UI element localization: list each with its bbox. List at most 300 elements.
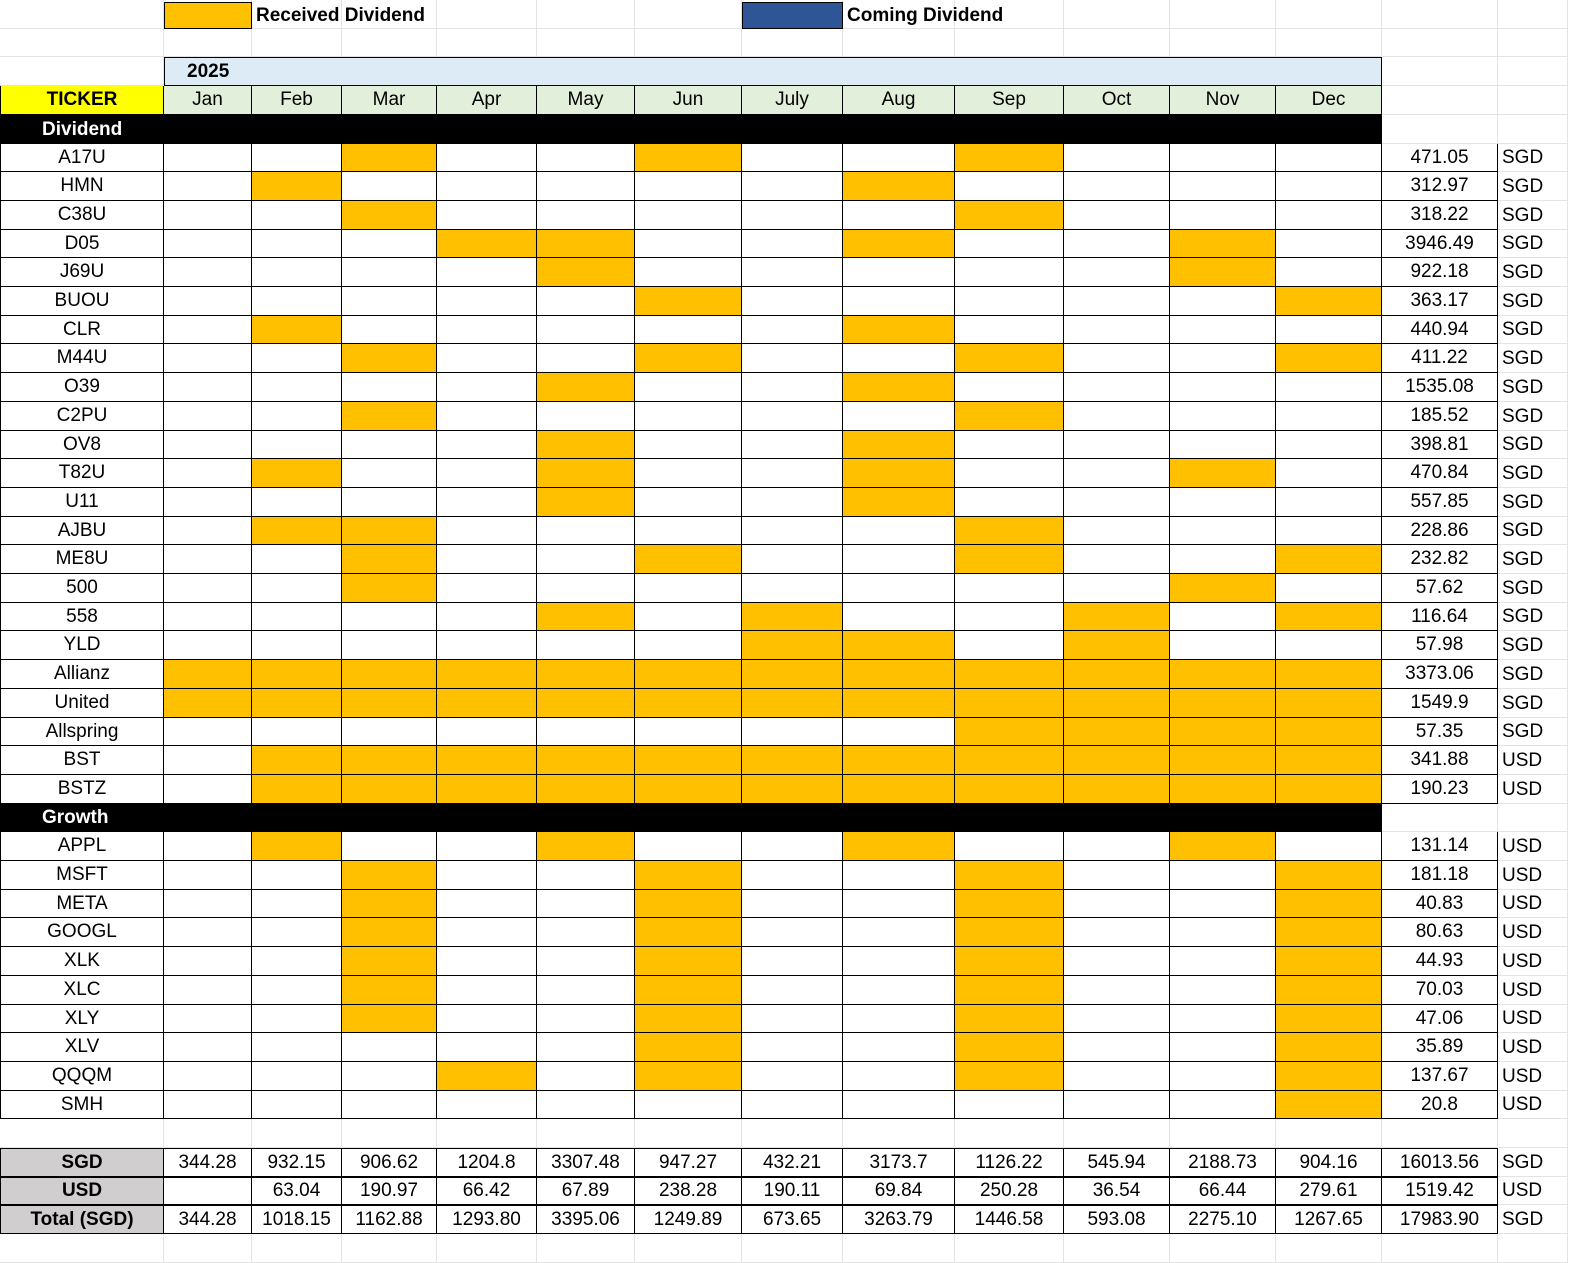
dividend-received-cell[interactable] xyxy=(843,373,955,402)
month-cell[interactable] xyxy=(537,718,635,746)
total-month-cell[interactable]: 63.04 xyxy=(252,1177,342,1205)
section-header-growth[interactable]: Growth xyxy=(0,804,1382,832)
month-cell[interactable] xyxy=(252,861,342,890)
month-cell[interactable] xyxy=(537,1062,635,1091)
currency-cell[interactable]: SGD xyxy=(1502,319,1544,340)
month-cell[interactable] xyxy=(537,344,635,373)
dividend-received-cell[interactable] xyxy=(1276,1062,1382,1091)
dividend-received-cell[interactable] xyxy=(437,746,537,775)
month-cell[interactable] xyxy=(1064,172,1170,201)
month-cell[interactable] xyxy=(1170,144,1276,172)
dividend-received-cell[interactable] xyxy=(537,775,635,804)
dividend-received-cell[interactable] xyxy=(342,574,437,603)
amount-cell[interactable]: 35.89 xyxy=(1382,1033,1498,1062)
total-currency-cell[interactable]: USD xyxy=(1502,1180,1543,1201)
dividend-received-cell[interactable] xyxy=(164,660,252,689)
amount-cell[interactable]: 47.06 xyxy=(1382,1005,1498,1033)
month-cell[interactable] xyxy=(252,918,342,947)
month-cell[interactable] xyxy=(742,918,843,947)
month-cell[interactable] xyxy=(742,976,843,1005)
dividend-received-cell[interactable] xyxy=(635,775,742,804)
month-cell[interactable] xyxy=(742,890,843,918)
ticker-cell[interactable]: OV8 xyxy=(0,431,164,459)
total-month-cell[interactable]: 3395.06 xyxy=(537,1205,635,1234)
total-month-cell[interactable]: 1018.15 xyxy=(252,1205,342,1234)
dividend-received-cell[interactable] xyxy=(252,316,342,344)
total-month-cell[interactable]: 190.11 xyxy=(742,1177,843,1205)
month-header-may[interactable]: May xyxy=(537,86,635,115)
currency-cell[interactable]: SGD xyxy=(1502,376,1544,398)
amount-cell[interactable]: 137.67 xyxy=(1382,1062,1498,1091)
month-cell[interactable] xyxy=(955,459,1064,488)
month-cell[interactable] xyxy=(164,201,252,230)
dividend-received-cell[interactable] xyxy=(1276,660,1382,689)
month-cell[interactable] xyxy=(843,402,955,431)
dividend-received-cell[interactable] xyxy=(342,689,437,718)
total-month-cell[interactable]: 3173.7 xyxy=(843,1148,955,1177)
month-cell[interactable] xyxy=(742,258,843,287)
month-cell[interactable] xyxy=(252,574,342,603)
month-cell[interactable] xyxy=(1276,459,1382,488)
ticker-cell[interactable]: T82U xyxy=(0,459,164,488)
dividend-received-cell[interactable] xyxy=(955,660,1064,689)
month-cell[interactable] xyxy=(437,1033,537,1062)
dividend-received-cell[interactable] xyxy=(843,660,955,689)
dividend-received-cell[interactable] xyxy=(635,976,742,1005)
year-header[interactable]: 2025 xyxy=(164,57,1382,86)
amount-cell[interactable]: 232.82 xyxy=(1382,545,1498,574)
month-cell[interactable] xyxy=(1170,631,1276,660)
month-cell[interactable] xyxy=(342,459,437,488)
dividend-received-cell[interactable] xyxy=(955,201,1064,230)
amount-cell[interactable]: 440.94 xyxy=(1382,316,1498,344)
month-cell[interactable] xyxy=(635,517,742,545)
dividend-received-cell[interactable] xyxy=(742,603,843,631)
month-cell[interactable] xyxy=(342,1033,437,1062)
currency-cell[interactable]: SGD xyxy=(1502,634,1544,656)
currency-cell[interactable]: SGD xyxy=(1502,462,1544,484)
dividend-received-cell[interactable] xyxy=(742,689,843,718)
currency-cell[interactable]: USD xyxy=(1502,893,1543,914)
month-cell[interactable] xyxy=(1064,316,1170,344)
dividend-received-cell[interactable] xyxy=(742,660,843,689)
amount-cell[interactable]: 318.22 xyxy=(1382,201,1498,230)
ticker-cell[interactable]: XLY xyxy=(0,1005,164,1033)
ticker-cell[interactable]: M44U xyxy=(0,344,164,373)
legend-received-swatch[interactable] xyxy=(164,2,252,29)
ticker-cell[interactable]: HMN xyxy=(0,172,164,201)
amount-cell[interactable]: 70.03 xyxy=(1382,976,1498,1005)
month-cell[interactable] xyxy=(342,316,437,344)
section-header-dividend[interactable]: Dividend xyxy=(0,115,1382,144)
month-cell[interactable] xyxy=(742,1062,843,1091)
month-cell[interactable] xyxy=(342,230,437,258)
month-cell[interactable] xyxy=(1064,947,1170,976)
dividend-received-cell[interactable] xyxy=(537,488,635,517)
dividend-received-cell[interactable] xyxy=(1170,574,1276,603)
month-cell[interactable] xyxy=(1170,976,1276,1005)
currency-cell[interactable]: SGD xyxy=(1502,261,1544,283)
month-cell[interactable] xyxy=(742,201,843,230)
month-header-jan[interactable]: Jan xyxy=(164,86,252,115)
total-currency-cell[interactable]: SGD xyxy=(1502,1151,1544,1173)
month-cell[interactable] xyxy=(843,861,955,890)
month-cell[interactable] xyxy=(843,947,955,976)
month-cell[interactable] xyxy=(342,373,437,402)
month-cell[interactable] xyxy=(742,517,843,545)
month-cell[interactable] xyxy=(742,287,843,316)
month-cell[interactable] xyxy=(437,172,537,201)
dividend-received-cell[interactable] xyxy=(843,431,955,459)
month-cell[interactable] xyxy=(843,890,955,918)
month-cell[interactable] xyxy=(843,144,955,172)
month-cell[interactable] xyxy=(955,258,1064,287)
month-cell[interactable] xyxy=(1170,1091,1276,1119)
total-month-cell[interactable]: 1446.58 xyxy=(955,1205,1064,1234)
month-cell[interactable] xyxy=(164,718,252,746)
amount-cell[interactable]: 411.22 xyxy=(1382,344,1498,373)
month-cell[interactable] xyxy=(164,574,252,603)
total-month-cell[interactable]: 1249.89 xyxy=(635,1205,742,1234)
month-cell[interactable] xyxy=(342,603,437,631)
month-cell[interactable] xyxy=(843,918,955,947)
amount-cell[interactable]: 341.88 xyxy=(1382,746,1498,775)
ticker-cell[interactable]: XLV xyxy=(0,1033,164,1062)
month-cell[interactable] xyxy=(1170,287,1276,316)
dividend-received-cell[interactable] xyxy=(843,832,955,861)
month-cell[interactable] xyxy=(252,603,342,631)
month-cell[interactable] xyxy=(635,631,742,660)
dividend-received-cell[interactable] xyxy=(843,230,955,258)
month-cell[interactable] xyxy=(635,402,742,431)
month-cell[interactable] xyxy=(537,574,635,603)
dividend-received-cell[interactable] xyxy=(437,230,537,258)
month-cell[interactable] xyxy=(437,976,537,1005)
month-cell[interactable] xyxy=(537,861,635,890)
dividend-received-cell[interactable] xyxy=(1170,258,1276,287)
ticker-cell[interactable]: Allspring xyxy=(0,718,164,746)
month-cell[interactable] xyxy=(955,1091,1064,1119)
month-cell[interactable] xyxy=(342,488,437,517)
month-cell[interactable] xyxy=(164,431,252,459)
dividend-received-cell[interactable] xyxy=(342,660,437,689)
month-cell[interactable] xyxy=(252,1033,342,1062)
month-cell[interactable] xyxy=(252,890,342,918)
total-label-cell[interactable]: USD xyxy=(0,1177,164,1205)
total-month-cell[interactable]: 344.28 xyxy=(164,1148,252,1177)
month-cell[interactable] xyxy=(437,402,537,431)
total-month-cell[interactable]: 2275.10 xyxy=(1170,1205,1276,1234)
month-cell[interactable] xyxy=(843,258,955,287)
dividend-received-cell[interactable] xyxy=(437,689,537,718)
month-cell[interactable] xyxy=(252,1005,342,1033)
dividend-received-cell[interactable] xyxy=(537,258,635,287)
ticker-cell[interactable]: GOOGL xyxy=(0,918,164,947)
month-cell[interactable] xyxy=(635,230,742,258)
dividend-received-cell[interactable] xyxy=(1276,1091,1382,1119)
ticker-cell[interactable]: YLD xyxy=(0,631,164,660)
total-month-cell[interactable]: 673.65 xyxy=(742,1205,843,1234)
currency-cell[interactable]: USD xyxy=(1502,749,1543,771)
total-month-cell[interactable]: 545.94 xyxy=(1064,1148,1170,1177)
month-cell[interactable] xyxy=(955,373,1064,402)
dividend-received-cell[interactable] xyxy=(342,1005,437,1033)
month-header-sep[interactable]: Sep xyxy=(955,86,1064,115)
month-cell[interactable] xyxy=(635,201,742,230)
amount-cell[interactable]: 471.05 xyxy=(1382,144,1498,172)
total-month-cell[interactable]: 279.61 xyxy=(1276,1177,1382,1205)
amount-cell[interactable]: 1535.08 xyxy=(1382,373,1498,402)
currency-cell[interactable]: SGD xyxy=(1502,491,1544,513)
month-cell[interactable] xyxy=(164,230,252,258)
amount-cell[interactable]: 44.93 xyxy=(1382,947,1498,976)
dividend-received-cell[interactable] xyxy=(342,517,437,545)
dividend-received-cell[interactable] xyxy=(742,775,843,804)
month-cell[interactable] xyxy=(252,976,342,1005)
month-cell[interactable] xyxy=(164,631,252,660)
ticker-cell[interactable]: J69U xyxy=(0,258,164,287)
amount-cell[interactable]: 57.35 xyxy=(1382,718,1498,746)
month-cell[interactable] xyxy=(252,947,342,976)
dividend-received-cell[interactable] xyxy=(1276,775,1382,804)
dividend-received-cell[interactable] xyxy=(955,976,1064,1005)
total-month-cell[interactable]: 3263.79 xyxy=(843,1205,955,1234)
total-month-cell[interactable]: 190.97 xyxy=(342,1177,437,1205)
month-cell[interactable] xyxy=(1064,459,1170,488)
amount-cell[interactable]: 20.8 xyxy=(1382,1091,1498,1119)
ticker-cell[interactable]: XLK xyxy=(0,947,164,976)
dividend-received-cell[interactable] xyxy=(1170,718,1276,746)
month-cell[interactable] xyxy=(1276,230,1382,258)
month-cell[interactable] xyxy=(1170,316,1276,344)
dividend-received-cell[interactable] xyxy=(537,431,635,459)
month-cell[interactable] xyxy=(955,574,1064,603)
ticker-cell[interactable]: D05 xyxy=(0,230,164,258)
month-cell[interactable] xyxy=(843,344,955,373)
dividend-received-cell[interactable] xyxy=(342,775,437,804)
total-month-cell[interactable]: 2188.73 xyxy=(1170,1148,1276,1177)
month-cell[interactable] xyxy=(164,459,252,488)
month-cell[interactable] xyxy=(1276,488,1382,517)
month-cell[interactable] xyxy=(252,144,342,172)
month-cell[interactable] xyxy=(843,1062,955,1091)
dividend-received-cell[interactable] xyxy=(342,947,437,976)
month-cell[interactable] xyxy=(537,1033,635,1062)
currency-cell[interactable]: USD xyxy=(1502,835,1543,857)
dividend-received-cell[interactable] xyxy=(635,344,742,373)
month-cell[interactable] xyxy=(164,344,252,373)
currency-cell[interactable]: SGD xyxy=(1502,233,1544,254)
dividend-received-cell[interactable] xyxy=(537,746,635,775)
month-cell[interactable] xyxy=(843,1091,955,1119)
dividend-received-cell[interactable] xyxy=(1170,746,1276,775)
month-cell[interactable] xyxy=(437,718,537,746)
month-cell[interactable] xyxy=(252,631,342,660)
month-cell[interactable] xyxy=(437,1091,537,1119)
month-cell[interactable] xyxy=(164,316,252,344)
total-month-cell[interactable]: 1293.80 xyxy=(437,1205,537,1234)
month-cell[interactable] xyxy=(437,431,537,459)
month-cell[interactable] xyxy=(1276,316,1382,344)
grand-total-cell[interactable]: 16013.56 xyxy=(1382,1148,1498,1177)
currency-cell[interactable]: USD xyxy=(1502,921,1543,943)
amount-cell[interactable]: 312.97 xyxy=(1382,172,1498,201)
ticker-header[interactable]: TICKER xyxy=(0,86,164,115)
dividend-received-cell[interactable] xyxy=(955,1033,1064,1062)
ticker-cell[interactable]: BUOU xyxy=(0,287,164,316)
month-header-feb[interactable]: Feb xyxy=(252,86,342,115)
dividend-received-cell[interactable] xyxy=(1170,775,1276,804)
month-cell[interactable] xyxy=(1170,373,1276,402)
month-cell[interactable] xyxy=(252,230,342,258)
month-cell[interactable] xyxy=(955,287,1064,316)
amount-cell[interactable]: 228.86 xyxy=(1382,517,1498,545)
ticker-cell[interactable]: O39 xyxy=(0,373,164,402)
month-cell[interactable] xyxy=(252,258,342,287)
month-cell[interactable] xyxy=(955,172,1064,201)
month-cell[interactable] xyxy=(437,459,537,488)
month-cell[interactable] xyxy=(742,144,843,172)
dividend-received-cell[interactable] xyxy=(1276,947,1382,976)
dividend-received-cell[interactable] xyxy=(1064,746,1170,775)
month-cell[interactable] xyxy=(252,545,342,574)
total-month-cell[interactable]: 344.28 xyxy=(164,1205,252,1234)
dividend-received-cell[interactable] xyxy=(164,689,252,718)
dividend-received-cell[interactable] xyxy=(342,918,437,947)
month-cell[interactable] xyxy=(437,918,537,947)
month-cell[interactable] xyxy=(537,201,635,230)
month-cell[interactable] xyxy=(742,574,843,603)
month-cell[interactable] xyxy=(1276,574,1382,603)
month-cell[interactable] xyxy=(843,201,955,230)
total-month-cell[interactable]: 904.16 xyxy=(1276,1148,1382,1177)
month-cell[interactable] xyxy=(742,316,843,344)
month-cell[interactable] xyxy=(1170,1005,1276,1033)
dividend-received-cell[interactable] xyxy=(1276,861,1382,890)
dividend-received-cell[interactable] xyxy=(537,230,635,258)
amount-cell[interactable]: 557.85 xyxy=(1382,488,1498,517)
dividend-received-cell[interactable] xyxy=(843,689,955,718)
month-header-aug[interactable]: Aug xyxy=(843,86,955,115)
month-cell[interactable] xyxy=(164,402,252,431)
month-cell[interactable] xyxy=(437,316,537,344)
total-month-cell[interactable]: 1267.65 xyxy=(1276,1205,1382,1234)
dividend-received-cell[interactable] xyxy=(955,1062,1064,1091)
dividend-received-cell[interactable] xyxy=(955,947,1064,976)
month-cell[interactable] xyxy=(635,574,742,603)
dividend-received-cell[interactable] xyxy=(342,861,437,890)
month-cell[interactable] xyxy=(342,172,437,201)
month-cell[interactable] xyxy=(164,1062,252,1091)
dividend-received-cell[interactable] xyxy=(955,344,1064,373)
currency-cell[interactable]: USD xyxy=(1502,778,1543,800)
amount-cell[interactable]: 80.63 xyxy=(1382,918,1498,947)
dividend-received-cell[interactable] xyxy=(342,402,437,431)
month-cell[interactable] xyxy=(955,431,1064,459)
month-cell[interactable] xyxy=(252,1091,342,1119)
dividend-received-cell[interactable] xyxy=(1276,1033,1382,1062)
dividend-received-cell[interactable] xyxy=(1276,718,1382,746)
amount-cell[interactable]: 470.84 xyxy=(1382,459,1498,488)
month-cell[interactable] xyxy=(437,574,537,603)
dividend-received-cell[interactable] xyxy=(1276,976,1382,1005)
month-cell[interactable] xyxy=(843,1005,955,1033)
month-cell[interactable] xyxy=(635,1091,742,1119)
month-cell[interactable] xyxy=(742,1033,843,1062)
month-cell[interactable] xyxy=(437,1005,537,1033)
month-cell[interactable] xyxy=(843,517,955,545)
dividend-received-cell[interactable] xyxy=(537,660,635,689)
dividend-received-cell[interactable] xyxy=(635,287,742,316)
month-cell[interactable] xyxy=(1064,1033,1170,1062)
dividend-received-cell[interactable] xyxy=(955,718,1064,746)
month-cell[interactable] xyxy=(537,976,635,1005)
dividend-received-cell[interactable] xyxy=(1276,918,1382,947)
month-cell[interactable] xyxy=(955,488,1064,517)
ticker-cell[interactable]: BSTZ xyxy=(0,775,164,804)
dividend-received-cell[interactable] xyxy=(252,689,342,718)
month-header-dec[interactable]: Dec xyxy=(1276,86,1382,115)
dividend-received-cell[interactable] xyxy=(635,545,742,574)
month-cell[interactable] xyxy=(437,373,537,402)
month-cell[interactable] xyxy=(537,316,635,344)
month-cell[interactable] xyxy=(955,316,1064,344)
ticker-cell[interactable]: ME8U xyxy=(0,545,164,574)
dividend-received-cell[interactable] xyxy=(635,890,742,918)
month-cell[interactable] xyxy=(1064,402,1170,431)
total-month-cell[interactable]: 69.84 xyxy=(843,1177,955,1205)
month-cell[interactable] xyxy=(342,631,437,660)
amount-cell[interactable]: 181.18 xyxy=(1382,861,1498,890)
month-cell[interactable] xyxy=(955,603,1064,631)
month-cell[interactable] xyxy=(635,431,742,459)
dividend-received-cell[interactable] xyxy=(1064,689,1170,718)
dividend-received-cell[interactable] xyxy=(1276,689,1382,718)
month-cell[interactable] xyxy=(342,431,437,459)
month-cell[interactable] xyxy=(1170,545,1276,574)
month-cell[interactable] xyxy=(843,976,955,1005)
month-cell[interactable] xyxy=(1170,890,1276,918)
dividend-received-cell[interactable] xyxy=(955,775,1064,804)
total-month-cell[interactable]: 593.08 xyxy=(1064,1205,1170,1234)
dividend-received-cell[interactable] xyxy=(1276,287,1382,316)
month-cell[interactable] xyxy=(164,1005,252,1033)
dividend-received-cell[interactable] xyxy=(437,1062,537,1091)
dividend-received-cell[interactable] xyxy=(342,545,437,574)
month-cell[interactable] xyxy=(437,344,537,373)
month-cell[interactable] xyxy=(537,1005,635,1033)
month-cell[interactable] xyxy=(1170,201,1276,230)
dividend-received-cell[interactable] xyxy=(955,689,1064,718)
month-cell[interactable] xyxy=(252,1062,342,1091)
month-cell[interactable] xyxy=(1170,861,1276,890)
month-header-july[interactable]: July xyxy=(742,86,843,115)
dividend-received-cell[interactable] xyxy=(1276,1005,1382,1033)
dividend-received-cell[interactable] xyxy=(635,1033,742,1062)
ticker-cell[interactable]: U11 xyxy=(0,488,164,517)
month-cell[interactable] xyxy=(537,631,635,660)
currency-cell[interactable]: SGD xyxy=(1502,204,1544,226)
month-cell[interactable] xyxy=(843,545,955,574)
amount-cell[interactable]: 131.14 xyxy=(1382,832,1498,861)
month-cell[interactable] xyxy=(537,1091,635,1119)
total-month-cell[interactable]: 3307.48 xyxy=(537,1148,635,1177)
dividend-received-cell[interactable] xyxy=(537,603,635,631)
dividend-received-cell[interactable] xyxy=(252,775,342,804)
total-month-cell[interactable]: 238.28 xyxy=(635,1177,742,1205)
dividend-received-cell[interactable] xyxy=(843,172,955,201)
month-cell[interactable] xyxy=(164,258,252,287)
